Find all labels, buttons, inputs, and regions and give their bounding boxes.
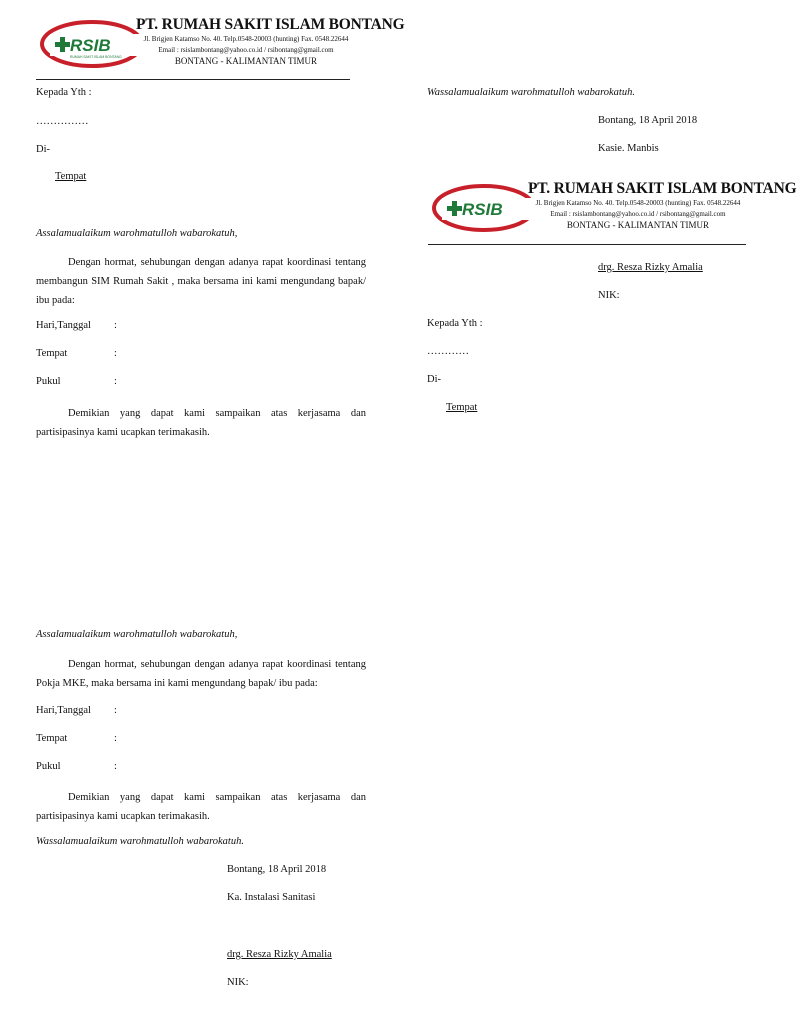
letterhead-address: Jl. Brigjen Katamso No. 40. Telp.0548-20003 (hunting) Fax. 0548.22644: [143, 35, 349, 43]
signature-nik-right: NIK:: [598, 290, 620, 301]
letterhead-rule: [36, 79, 350, 80]
di-label-right: Di-: [427, 374, 441, 385]
svg-text:RSIB: RSIB: [70, 36, 111, 55]
signature-name: drg. Resza Rizky Amalia: [227, 949, 332, 960]
di-label: Di-: [36, 144, 50, 155]
tempat-label-right: Tempat: [446, 402, 478, 413]
recipient-label: Kepada Yth :: [36, 87, 92, 98]
field-tempat: [36, 348, 156, 359]
field-hari-label: Hari,Tanggal: [36, 320, 91, 331]
field-tempat-2-label: Tempat: [36, 733, 68, 744]
recipient-label-right: Kepada Yth :: [427, 318, 483, 329]
field-hari-colon: :: [114, 320, 117, 331]
field-pukul: [36, 376, 156, 387]
field-hari-2-label: Hari,Tanggal: [36, 705, 91, 716]
body-paragraph-2: Dengan hormat, sehubungan dengan adanya rapat koordinasi tentang Pokja MKE, maka bersama ini kami mengundang bapak/ ibu pada:: [36, 659, 366, 689]
valediction: Wassalamualaikum warohmatulloh wabarokatuh.: [36, 836, 244, 847]
signature-name-right: drg. Resza Rizky Amalia: [598, 262, 703, 273]
field-pukul-2-colon: :: [114, 761, 117, 772]
recipient-dots: ……………: [36, 116, 89, 127]
field-pukul-label: Pukul: [36, 376, 61, 387]
letterhead-email: Email : rsislambontang@yahoo.co.id / rsibontang@gmail.com: [158, 46, 334, 54]
field-hari-2-colon: :: [114, 705, 117, 716]
recipient-dots-right: …………: [427, 346, 469, 357]
letterhead-title: PT. RUMAH SAKIT ISLAM BONTANG: [136, 16, 405, 33]
signature-date-right: Bontang, 18 April 2018: [598, 115, 698, 126]
field-tempat-2-colon: :: [114, 733, 117, 744]
valediction-right: Wassalamualaikum warohmatulloh wabarokatuh.: [427, 87, 635, 98]
field-hari-2: [36, 705, 156, 716]
svg-text:RSIB: RSIB: [462, 200, 503, 219]
field-pukul-colon: :: [114, 376, 117, 387]
field-tempat-label: Tempat: [36, 348, 68, 359]
greeting-2: Assalamualaikum warohmatulloh wabarokatuh,: [36, 629, 238, 640]
field-pukul-2-label: Pukul: [36, 761, 61, 772]
field-tempat-colon: :: [114, 348, 117, 359]
letterhead-left: [40, 16, 405, 74]
svg-text:RUMAH SAKIT ISLAM BONTANG: RUMAH SAKIT ISLAM BONTANG: [70, 55, 122, 59]
body-paragraph: Dengan hormat, sehubungan dengan adanya rapat koordinasi tentang membangun SIM Rumah Sakit , maka bersama ini kami mengundang bapak/ ibu pada:: [36, 257, 366, 306]
field-pukul-2: [36, 761, 156, 772]
letterhead-address-right: Jl. Brigjen Katamso No. 40. Telp.0548-20003 (hunting) Fax. 0548.22644: [535, 199, 741, 207]
closing-paragraph: Demikian yang dapat kami sampaikan atas kerjasama dan partisipasinya kami ucapkan terimakasih.: [36, 408, 366, 438]
letterhead-text-right: [528, 180, 797, 231]
signature-date: Bontang, 18 April 2018: [227, 864, 327, 875]
field-tempat-2: [36, 733, 156, 744]
letterhead-title-right: PT. RUMAH SAKIT ISLAM BONTANG: [528, 180, 797, 197]
signature-position: Ka. Instalasi Sanitasi: [227, 892, 316, 903]
letterhead-text: [136, 16, 405, 67]
letterhead-email-right: Email : rsislambontang@yahoo.co.id / rsibontang@gmail.com: [550, 210, 726, 218]
letterhead-city: BONTANG - KALIMANTAN TIMUR: [174, 56, 318, 66]
field-hari: [36, 320, 156, 331]
signature-nik: NIK:: [227, 977, 249, 988]
letterhead-city-right: BONTANG - KALIMANTAN TIMUR: [566, 220, 710, 230]
signature-position-right: Kasie. Manbis: [598, 143, 659, 154]
tempat-label: Tempat: [55, 171, 87, 182]
letterhead-rule-right: [428, 244, 746, 245]
closing-paragraph-2: Demikian yang dapat kami sampaikan atas kerjasama dan partisipasinya kami ucapkan terimakasih.: [36, 792, 366, 822]
greeting: Assalamualaikum warohmatulloh wabarokatuh,: [36, 228, 238, 239]
letterhead-right: [432, 180, 797, 238]
